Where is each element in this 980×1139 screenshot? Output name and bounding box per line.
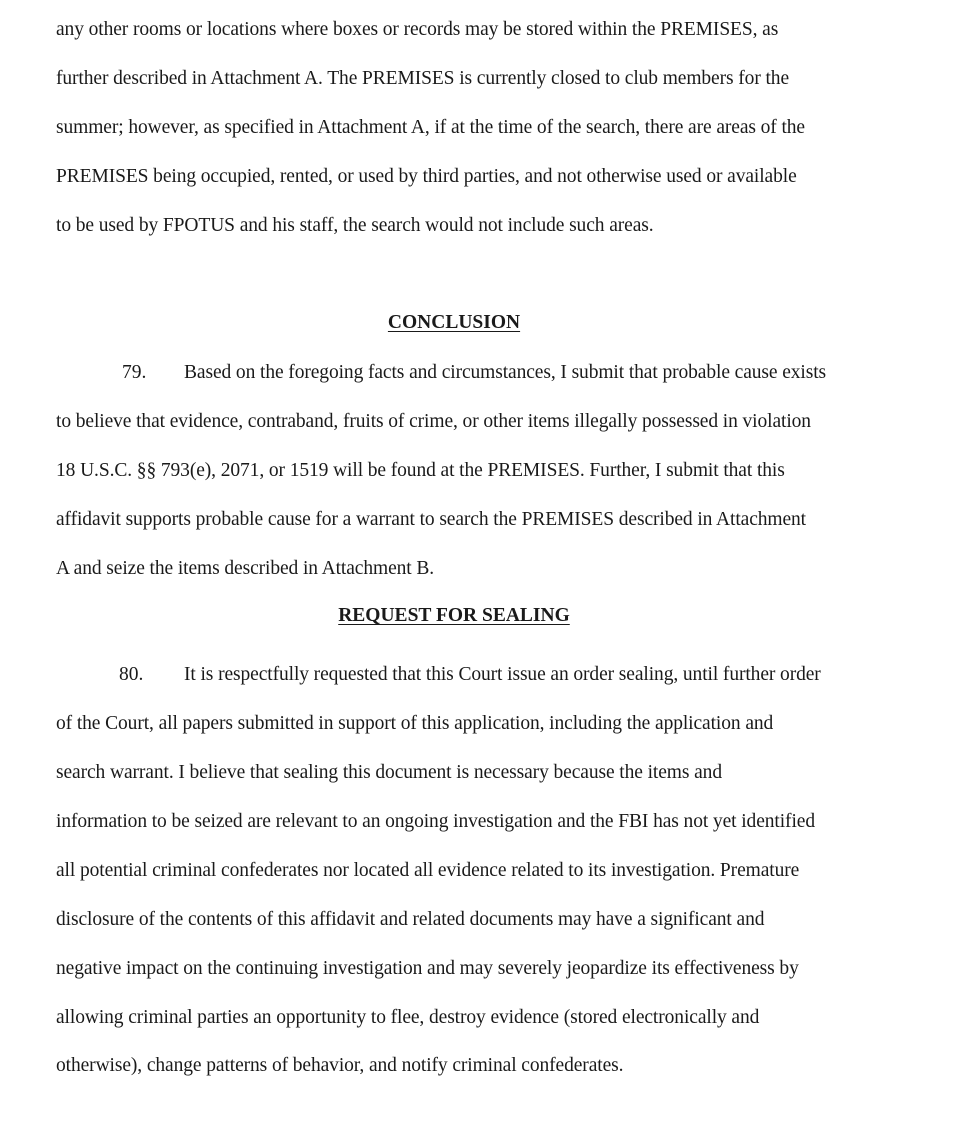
paragraph-first-line: Based on the foregoing facts and circumstances, I submit that probable cause exists — [184, 362, 827, 383]
sealing-line: otherwise), change patterns of behavior, and notify criminal confederates. — [56, 1055, 624, 1076]
continuation-line: summer; however, as specified in Attachment A, if at the time of the search, there are areas of the — [56, 117, 805, 138]
sealing-line: of the Court, all papers submitted in support of this application, including the application and — [56, 713, 774, 734]
sealing-heading: REQUEST FOR SEALING — [338, 605, 570, 626]
paragraph-number: 79. — [122, 362, 147, 383]
sealing-line: negative impact on the continuing investigation and may severely jeopardize its effectiveness by — [56, 958, 799, 979]
conclusion-line: 18 U.S.C. §§ 793(e), 2071, or 1519 will be found at the PREMISES. Further, I submit that this — [56, 460, 785, 481]
conclusion-line: affidavit supports probable cause for a warrant to search the PREMISES described in Attachment — [56, 509, 806, 530]
conclusion-line: to believe that evidence, contraband, fruits of crime, or other items illegally possessed in violation — [56, 411, 811, 432]
conclusion-heading: CONCLUSION — [387, 312, 521, 333]
continuation-line: to be used by FPOTUS and his staff, the search would not include such areas. — [56, 215, 654, 236]
continuation-line: PREMISES being occupied, rented, or used by third parties, and not otherwise used or available — [56, 166, 797, 187]
continuation-line: further described in Attachment A. The PREMISES is currently closed to club members for the — [56, 68, 790, 89]
sealing-line: search warrant. I believe that sealing this document is necessary because the items and — [56, 762, 722, 783]
conclusion-line: A and seize the items described in Attachment B. — [56, 558, 435, 579]
paragraph-number: 80. — [119, 664, 144, 685]
sealing-line: information to be seized are relevant to an ongoing investigation and the FBI has not yet identified — [56, 811, 815, 832]
sealing-line: all potential criminal confederates nor located all evidence related to its investigation. Premature — [56, 860, 800, 881]
paragraph-first-line: It is respectfully requested that this Court issue an order sealing, until further order — [184, 664, 821, 685]
sealing-line: disclosure of the contents of this affidavit and related documents may have a significant and — [56, 909, 765, 930]
sealing-line: allowing criminal parties an opportunity to flee, destroy evidence (stored electronically and — [56, 1007, 760, 1028]
continuation-line: any other rooms or locations where boxes or records may be stored within the PREMISES, as — [56, 19, 779, 40]
